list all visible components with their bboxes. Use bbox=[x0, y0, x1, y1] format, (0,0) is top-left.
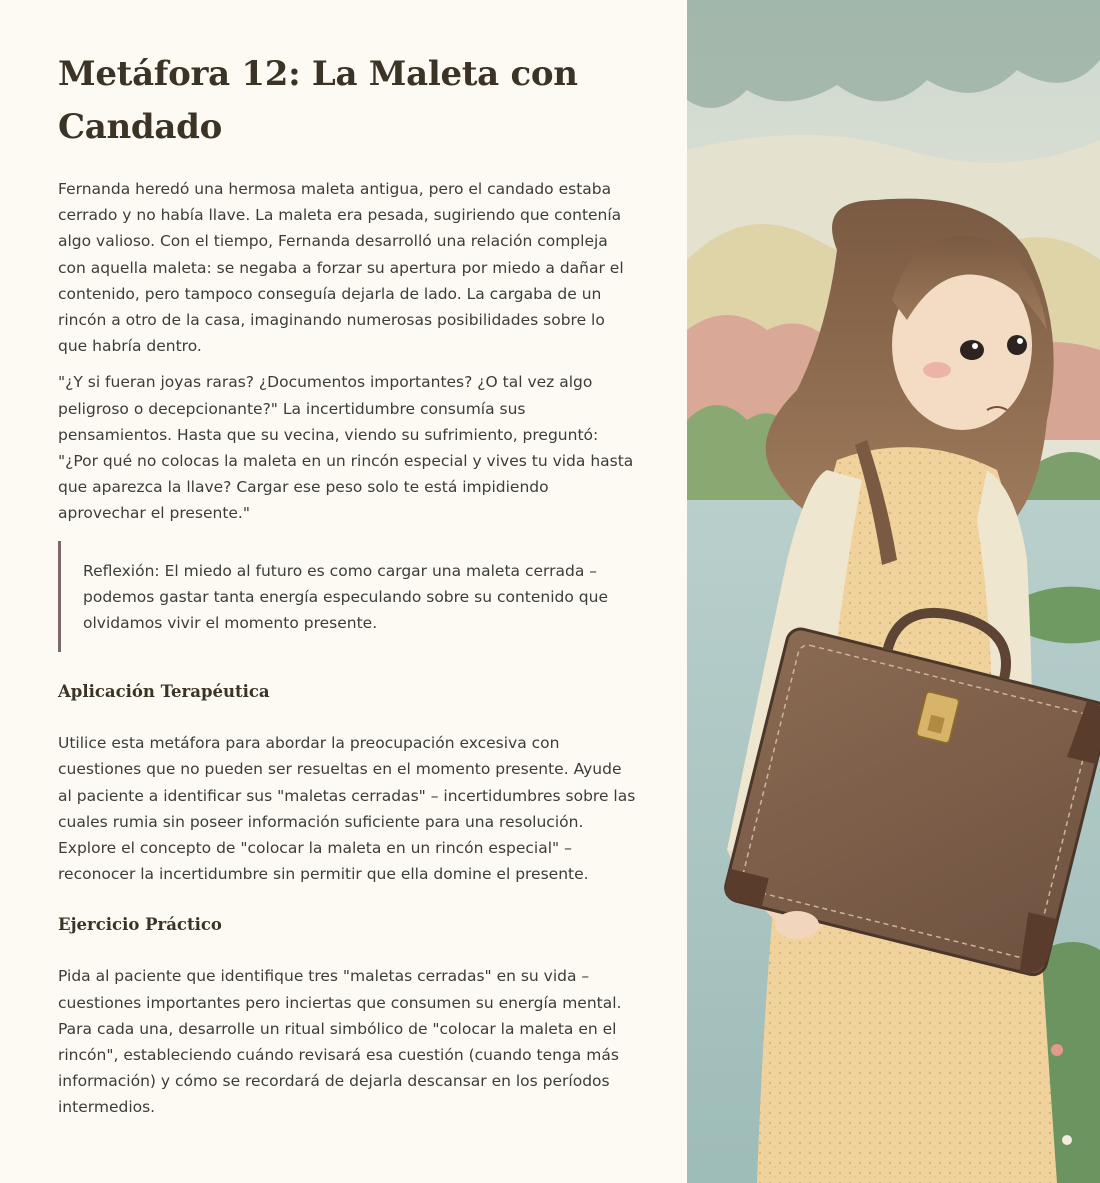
page-title: Metáfora 12: La Maleta con Candado bbox=[58, 54, 578, 147]
application-text: Utilice esta metáfora para abordar la preocupación excesiva con cuestiones que no pueden ser resueltas en el momento presente. Ayude al paciente a identificar sus "maletas cerradas" – incertidumbres sobre las cuales rumia sin poseer información suficiente para una resolución. Explore el concepto de "colocar la maleta en un rincón especial" – reconocer la incertidumbre sin permitir que ella domine el presente. bbox=[58, 734, 636, 884]
illustration-girl-with-suitcase bbox=[687, 0, 1100, 1183]
story-paragraph-2: "¿Y si fueran joyas raras? ¿Documentos importantes? ¿O tal vez algo peligroso o decepcionante?" La incertidumbre consumía sus pensamientos. Hasta que su vecina, viendo su sufrimiento, preguntó: "¿Por qué no colocas la maleta en un rincón especial y vives tu vida hasta que aparezca la llave? Cargar ese peso solo te está impidiendo aprovechar el presente." bbox=[58, 373, 634, 523]
application-heading: Aplicación Terapéutica bbox=[58, 682, 270, 702]
illustration-svg bbox=[687, 0, 1100, 1183]
article-text bbox=[58, 48, 638, 1131]
story-paragraph-1: Fernanda heredó una hermosa maleta antigua, pero el candado estaba cerrado y no había llave. La maleta era pesada, sugiriendo que contenía algo valioso. Con el tiempo, Fernanda desarrolló una relación compleja con aquella maleta: se negaba a forzar su apertura por miedo a dañar el contenido, pero tampoco conseguía dejarla de lado. La cargaba de un rincón a otro de la casa, imaginando numerosas posibilidades sobre lo que habría dentro. bbox=[58, 180, 624, 356]
exercise-heading: Ejercicio Práctico bbox=[58, 915, 222, 935]
reflection-quote bbox=[58, 541, 638, 653]
reflection-text: Reflexión: El miedo al futuro es como cargar una maleta cerrada – podemos gastar tanta energía especulando sobre su contenido que olvidamos vivir el momento presente. bbox=[83, 561, 608, 633]
exercise-text: Pida al paciente que identifique tres "maletas cerradas" en su vida – cuestiones importantes pero inciertas que consumen su energía mental. Para cada una, desarrolle un ritual simbólico de "colocar la maleta en el rincón", estableciendo cuándo revisará esa cuestión (cuando tenga más información) y cómo se recordará de dejarla descansar en los períodos intermedios. bbox=[58, 967, 622, 1117]
